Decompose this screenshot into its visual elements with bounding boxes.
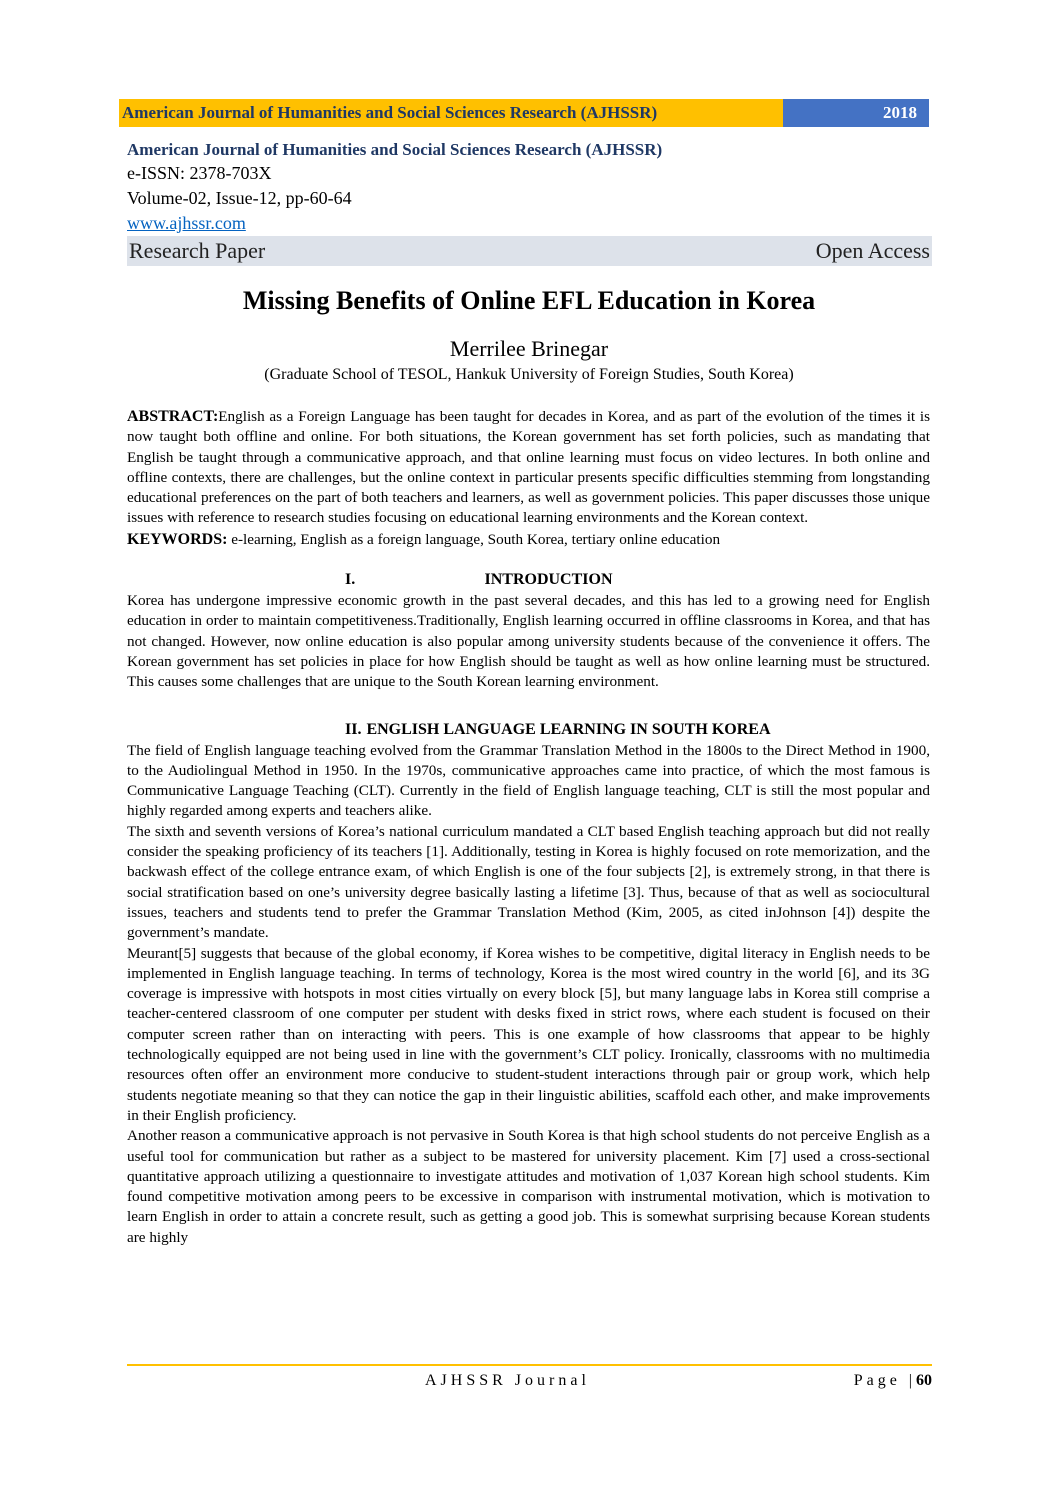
author-affiliation: (Graduate School of TESOL, Hankuk University of Foreign Studies, South Korea) [264, 366, 794, 383]
paper-body [127, 407, 930, 1248]
page-number: 60 [916, 1372, 932, 1389]
issn: e-ISSN: 2378-703X [127, 163, 272, 183]
author-name: Merrilee Brinegar [449, 336, 609, 361]
paragraph: Meurant[5] suggests that because of the global economy, if Korea wishes to be competitive, digital literacy in English needs to be implemented in English language teaching. In terms of technology, Korea is the most wired country in the world [6], and its 3G coverage is impressive with hotspots in most cities virtually on every block [5], but many language labs in Korea still comprise a teacher-centered classroom of one computer per student with desks fixed in strict rows, where each student is focused on their computer screen rather than on interacting with peers. This is one example of how classrooms that appear to be highly technologically equipped are not being used in line with the government’s CLT policy. Ironically, classrooms with no multimedia resources often offer an environment more conducive to student-student interactions through pair or group work, which help students negotiate meaning so that they can notice the gap in their linguistic abilities, scaffold each other, and make improvements in their English proficiency. [127, 944, 930, 1124]
keywords [127, 530, 930, 550]
header-year: 2018 [783, 99, 929, 127]
section-number: II. [345, 720, 362, 738]
paragraph: Korea has undergone impressive economic growth in the past several decades, and this has led to a growing need for English education in order to maintain competitiveness.Traditionally, English learning occurred in offline classrooms in Korea, and that has not changed. However, now online education is also popular among university students because of the convenience it offers. The Korean government has set policies in place for how English should be taught as well as how online learning must be structured. This causes some challenges that are unique to the South Korean learning environment. [127, 592, 930, 691]
keywords-label: KEYWORDS: [127, 530, 228, 548]
paragraph: Another reason a communicative approach is not pervasive in South Korea is that high school students do not perceive English as a useful tool for communication but rather as a subject to be mastered for university placement. Kim [7] used a cross-sectional quantitative approach utilizing a questionnaire to investigate attitudes and motivation of 1,037 Korean high school students. Kim found competitive motivation among peers to be excessive in comparison with instrumental motivation, which is motivation to learn English in order to attain a concrete result, such as getting a good job. This is somewhat surprising because Korean students are highly [127, 1127, 930, 1246]
footer-page [854, 1372, 932, 1390]
keywords-text: e-learning, English as a foreign language, South Korea, tertiary online education [227, 530, 721, 548]
section-heading-introduction [127, 570, 930, 591]
journal-name: American Journal of Humanities and Social Sciences Research (AJHSSR) [127, 140, 663, 159]
section-title: INTRODUCTION [484, 571, 613, 589]
page-label: Page | [853, 1372, 916, 1389]
footer-journal: AJHSSR Journal [425, 1372, 590, 1389]
paragraph: The sixth and seventh versions of Korea’s national curriculum mandated a CLT based English teaching approach but did not really consider the speaking proficiency of its teachers [1]. Additionally, testing in Korea is highly focused on rote memorization, and the backwash effect of the college entrance exam, of which English is one of the four subjects [2], is extremely strong, in that there is social stratification based on one’s university degree basically lasting a lifetime [3]. Thus, because of that as well as sociocultural issues, teachers and students tend to prefer the Grammar Translation Method (Kim, 2005, as cited inJohnson [4]) despite the government’s mandate. [127, 822, 930, 942]
journal-url-link[interactable]: www.ajhssr.com [127, 213, 246, 233]
paper-type-bar [127, 236, 932, 266]
section-title: ENGLISH LANGUAGE LEARNING IN SOUTH KOREA [366, 720, 771, 738]
abstract-text: English as a Foreign Language has been taught for decades in Korea, and as part of the evolution of the times it is now taught both offline and online. For both situations, the Korean government has set forth policies, such as mandating that English be taught through a communicative approach, and that online learning must focus on video lectures. In both online and offline contexts, there are challenges, but the online context in particular presents specific difficulties stemming from longstanding educational preferences on the part of both teachers and learners, as well as government policies. This paper discusses those unique issues with reference to research studies focusing on educational learning environments and the Korean context. [127, 408, 930, 527]
header-journal-name: American Journal of Humanities and Social Sciences Research (AJHSSR) [119, 99, 783, 127]
paper-title: Missing Benefits of Online EFL Education in Korea [242, 286, 816, 315]
footer-rule [127, 1364, 932, 1366]
header-band [119, 99, 929, 127]
section-number: I. [345, 571, 356, 589]
abstract [127, 407, 930, 529]
journal-info [127, 138, 932, 266]
paper-type: Research Paper [129, 238, 266, 263]
paragraph: The field of English language teaching evolved from the Grammar Translation Method in the 1800s to the Direct Method in 1900, to the Audiolingual Method in 1950. In the 1970s, communicative approaches came into practice, of which the most famous is Communicative Language Teaching (CLT). Currently in the field of English language teaching, CLT is still the most popular and highly regarded among experts and teachers alike. [127, 741, 930, 820]
volume-issue: Volume-02, Issue-12, pp-60-64 [127, 188, 352, 208]
open-access-label: Open Access [815, 238, 930, 263]
section-heading-english-learning [127, 720, 930, 741]
page-footer [127, 1372, 932, 1396]
abstract-label: ABSTRACT: [127, 408, 219, 425]
